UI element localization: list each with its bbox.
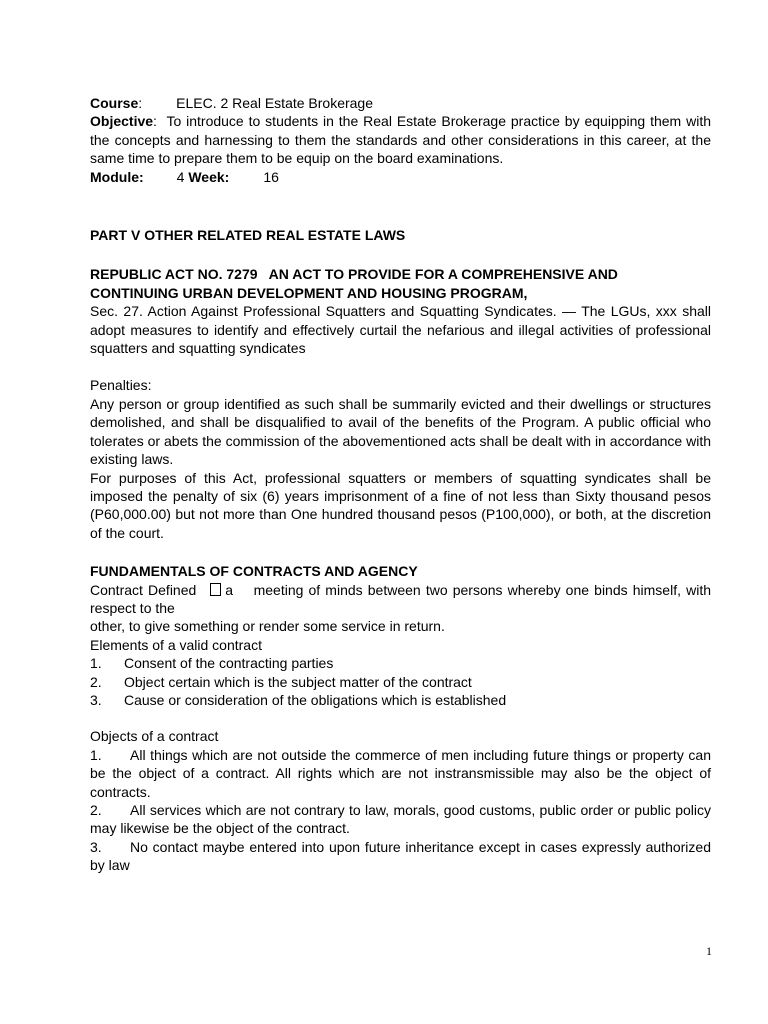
document-body xyxy=(90,94,711,875)
objective-label: Objective xyxy=(90,113,154,130)
list-item-text: Consent of the contracting parties xyxy=(124,655,334,672)
contracts-title: FUNDAMENTALS OF CONTRACTS AND AGENCY xyxy=(90,563,418,580)
list-item-number: 2. xyxy=(90,802,102,818)
list-item-text: Object certain which is the subject matter of the contract xyxy=(124,673,472,690)
penalties-paragraph-1: Any person or group identified as such shall be summarily evicted and their dwellings or structures demolished, and shall be disqualified to avail of the benefits of the Program. A public official who tolerates or abets the commission of the abovementioned acts shall be dealt with in accordance with existing laws. xyxy=(90,395,711,468)
list-item-text: All services which are not contrary to law, morals, good customs, public order or public policy may likewise be the object of the contract. xyxy=(90,802,711,837)
list-item xyxy=(90,691,711,709)
ra-title-line2: CONTINUING URBAN DEVELOPMENT AND HOUSING PROGRAM, xyxy=(90,284,528,301)
module-line xyxy=(90,168,711,186)
missing-glyph-icon xyxy=(210,583,221,596)
course-value: ELEC. 2 Real Estate Brokerage xyxy=(176,95,374,111)
contract-defined-label: Contract Defined xyxy=(90,581,197,598)
elements-title: Elements of a valid contract xyxy=(90,636,262,653)
page-number: 1 xyxy=(706,944,712,958)
penalties-paragraph-2: For purposes of this Act, professional squatters or members of squatting syndicates shall be imposed the penalty of six (6) years imprisonment of a fine of not less than Sixty thousand pesos (P60,000.00) but not more than One hundred thousand pesos (P100,000), or both, at the discretion of the court. xyxy=(90,469,711,541)
list-item-number: 3. xyxy=(90,838,102,855)
course-label: Course xyxy=(90,95,139,111)
contract-defined-line xyxy=(90,581,711,618)
part-title: PART V OTHER RELATED REAL ESTATE LAWS xyxy=(90,227,406,244)
list-item-number: 1. xyxy=(90,655,102,672)
contract-defined-continuation: other, to give something or render some service in return. xyxy=(90,618,445,635)
list-item-number: 1. xyxy=(90,746,102,763)
list-item xyxy=(90,801,711,838)
week-value: 16 xyxy=(263,168,279,185)
list-item xyxy=(90,673,711,691)
week-label: Week: xyxy=(188,168,230,185)
list-item-number: 2. xyxy=(90,673,102,690)
list-item xyxy=(90,746,711,801)
ra-section-text: Sec. 27. Action Against Professional Squatters and Squatting Syndicates. — The LGUs, xxx shall adopt measures to identify and effectively curtail the nefarious and illegal activities of professional squatters and squatting syndicates xyxy=(90,303,711,357)
list-item-text: Cause or consideration of the obligations which is established xyxy=(124,691,507,708)
course-line: Course: ELEC. 2 Real Estate Brokerage xyxy=(90,95,374,111)
objects-title: Objects of a contract xyxy=(90,728,219,745)
list-item-text: All things which are not outside the commerce of men including future things or property can be the object of a contract. All rights which are not instransmissible may also be the object of contracts. xyxy=(90,746,711,800)
contract-defined-article: a xyxy=(225,581,234,598)
module-label: Module: xyxy=(90,168,144,185)
module-value: 4 xyxy=(176,168,185,185)
list-item-number: 3. xyxy=(90,691,102,708)
list-item xyxy=(90,838,711,875)
list-item xyxy=(90,654,711,672)
list-item-text: No contact maybe entered into upon future inheritance except in cases expressly authorized by law xyxy=(90,838,711,874)
objective-paragraph: Objective: To introduce to students in the Real Estate Brokerage practice by equipping them with the concepts and harnessing to them the standards and other considerations in this career, at the same time to prepare them to be equip on the board examinations. xyxy=(90,113,711,167)
objective-text: To introduce to students in the Real Estate Brokerage practice by equipping them with the concepts and harnessing to them the standards and other considerations in this career, at the same time to prepare them to be equip on the board examinations. xyxy=(90,113,711,167)
ra-title-line1: REPUBLIC ACT NO. 7279 AN ACT TO PROVIDE FOR A COMPREHENSIVE AND xyxy=(90,266,618,283)
contract-defined-text: meeting of minds between two persons whereby one binds himself, with respect to the xyxy=(90,581,712,616)
penalties-label: Penalties: xyxy=(90,377,152,394)
elements-list xyxy=(90,654,711,709)
